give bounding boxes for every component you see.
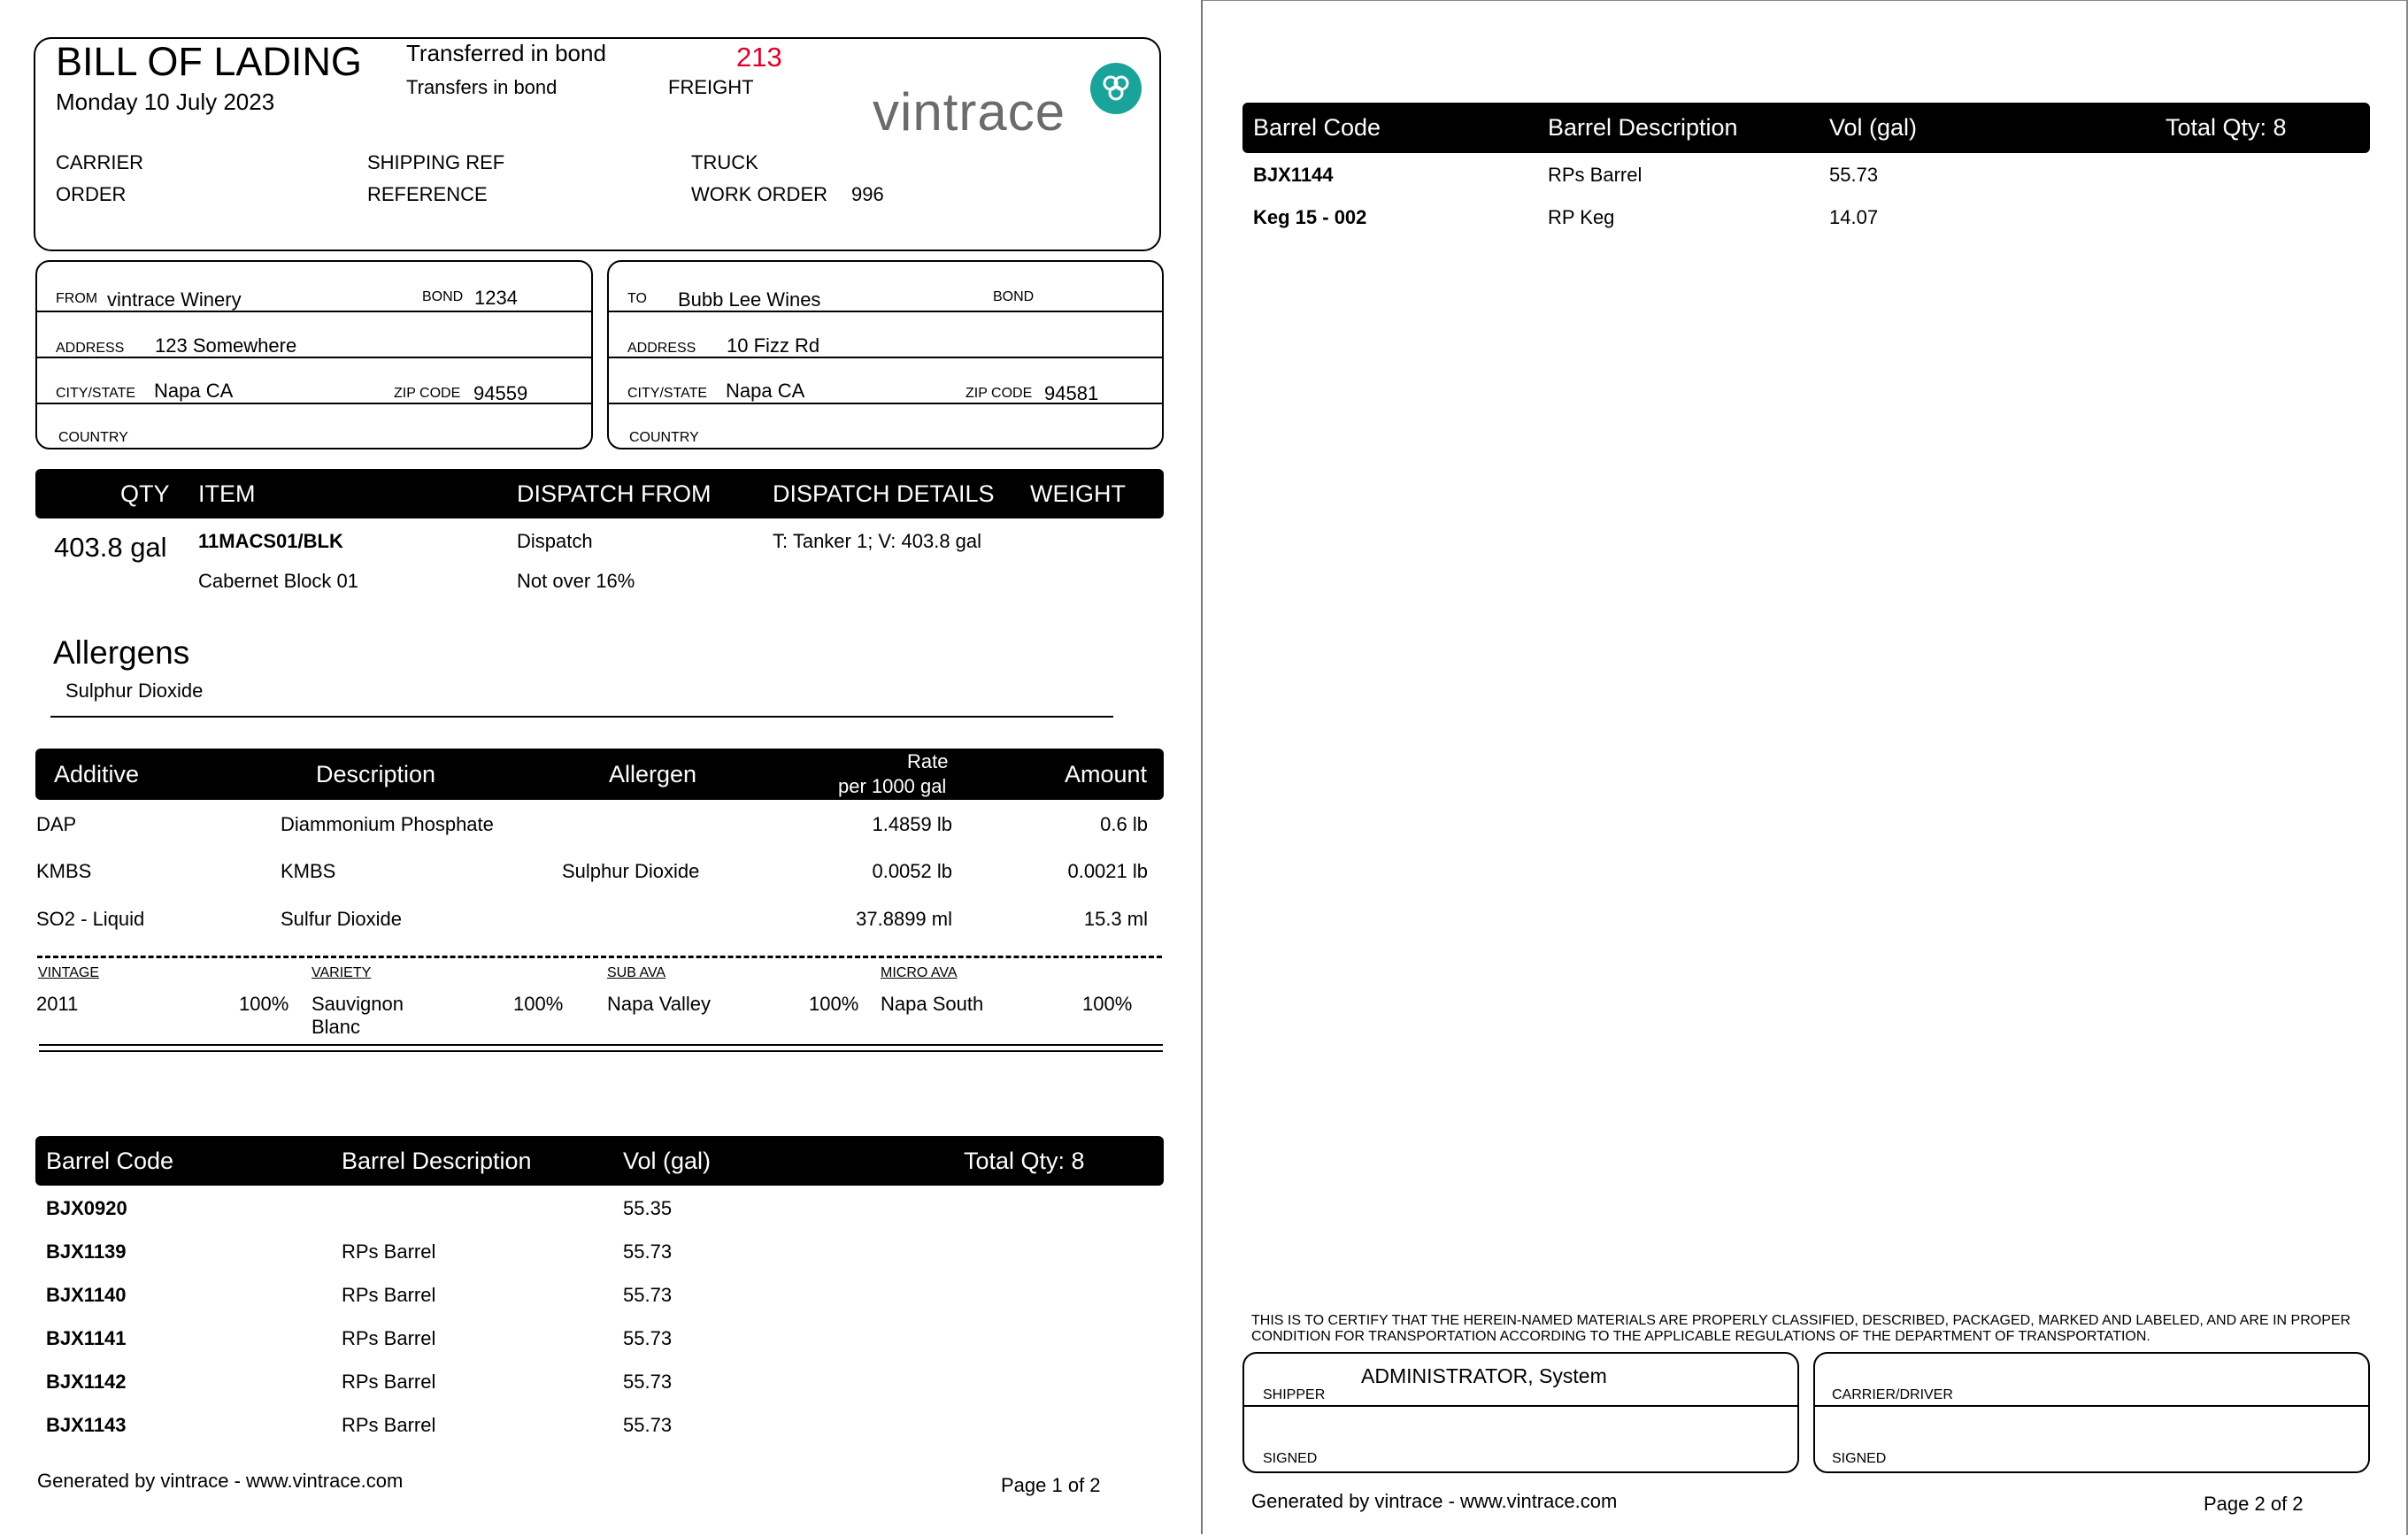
additive-name: DAP xyxy=(36,813,77,835)
item-code: 11MACS01/BLK xyxy=(198,530,343,552)
shipper-signed-label: SIGNED xyxy=(1263,1451,1318,1466)
composition-bottom-rule xyxy=(39,1044,1163,1052)
page-2 xyxy=(1203,0,2408,1535)
description-header: Description xyxy=(316,761,436,787)
barrel-description: RPs Barrel xyxy=(1548,164,1643,186)
work-order-label: WORK ORDER xyxy=(691,183,827,205)
barrel-description: RPs Barrel xyxy=(342,1240,436,1263)
weight-header: WEIGHT xyxy=(1030,480,1126,507)
barrel-description: RP Keg xyxy=(1548,206,1615,228)
barrel-vol: 55.35 xyxy=(623,1197,673,1219)
to-country-label: COUNTRY xyxy=(629,430,699,445)
carrier-label: CARRIER xyxy=(56,151,144,173)
from-divider xyxy=(35,357,593,358)
page-1-number: Page 1 of 2 xyxy=(1001,1474,1101,1496)
document-date: Monday 10 July 2023 xyxy=(56,88,275,115)
sub-ava-label: SUB AVA xyxy=(607,965,666,980)
additive-amount: 0.6 lb xyxy=(1100,813,1148,835)
additive-description: Diammonium Phosphate xyxy=(281,813,494,835)
barrel-code: Keg 15 - 002 xyxy=(1253,206,1367,228)
truck-label: TRUCK xyxy=(691,151,758,173)
carrier-driver-label: CARRIER/DRIVER xyxy=(1832,1387,1953,1402)
item-dispatch-details: T: Tanker 1; V: 403.8 gal xyxy=(773,530,982,552)
vintage-label: VINTAGE xyxy=(38,965,100,980)
barrel-vol-header: Vol (gal) xyxy=(623,1148,712,1174)
from-city: Napa CA xyxy=(154,380,234,402)
shipper-name: ADMINISTRATOR, System xyxy=(1361,1364,1607,1387)
additive-amount: 15.3 ml xyxy=(1083,908,1148,930)
additive-amount: 0.0021 lb xyxy=(1067,860,1148,882)
certification-text-line-2: CONDITION FOR TRANSPORTATION ACCORDING TO THE APPLICABLE REGULATIONS OF THE DEPARTMENT OF TRANSPORTATION. xyxy=(1251,1329,2150,1344)
variety-label: VARIETY xyxy=(312,965,372,980)
barrel-code: BJX1144 xyxy=(1253,164,1334,186)
additive-allergen: Sulphur Dioxide xyxy=(562,860,700,882)
to-name: Bubb Lee Wines xyxy=(678,288,821,311)
from-bond-label: BOND xyxy=(422,289,464,304)
to-address: 10 Fizz Rd xyxy=(727,334,820,357)
bond-substatus: Transfers in bond xyxy=(406,76,558,98)
item-name: Cabernet Block 01 xyxy=(198,570,358,592)
variety-percent: 100% xyxy=(513,993,564,1015)
vintrace-logo-icon xyxy=(1089,62,1142,115)
item-dispatch: Dispatch xyxy=(517,530,593,552)
composition-divider xyxy=(37,956,1162,958)
carrier-divider xyxy=(1813,1405,2370,1407)
item-header: ITEM xyxy=(198,480,256,507)
barrel-code: BJX1142 xyxy=(46,1371,127,1393)
barrel-vol: 14.07 xyxy=(1829,206,1879,228)
items-header xyxy=(35,469,1164,518)
shipper-divider xyxy=(1242,1405,1799,1407)
additive-header: Additive xyxy=(54,761,140,787)
reference-label: REFERENCE xyxy=(367,183,488,205)
additive-name: KMBS xyxy=(36,860,92,882)
to-zip-label: ZIP CODE xyxy=(966,386,1033,401)
from-name: vintrace Winery xyxy=(107,288,242,311)
certification-text-line-1: THIS IS TO CERTIFY THAT THE HEREIN-NAMED MATERIALS ARE PROPERLY CLASSIFIED, DESCRIBED, PACKAGED, MARKED AND LABELED, AND ARE IN PROPER xyxy=(1251,1313,2351,1328)
allergens-title: Allergens xyxy=(53,634,190,671)
from-bond-value: 1234 xyxy=(474,287,518,309)
to-bond-label: BOND xyxy=(993,289,1035,304)
vintage-value: 2011 xyxy=(36,993,79,1015)
from-label: FROM xyxy=(56,291,98,306)
to-address-label: ADDRESS xyxy=(627,341,696,356)
barrel-description: RPs Barrel xyxy=(342,1327,436,1349)
from-country-label: COUNTRY xyxy=(58,430,128,445)
freight-label: FREIGHT xyxy=(668,76,754,98)
amount-header: Amount xyxy=(1065,761,1148,787)
micro-ava-value: Napa South xyxy=(881,993,984,1015)
vintage-percent: 100% xyxy=(239,993,289,1015)
item-qty: 403.8 gal xyxy=(54,532,167,563)
barrel-vol: 55.73 xyxy=(1829,164,1879,186)
to-divider xyxy=(607,357,1164,358)
barrel-vol-header: Vol (gal) xyxy=(1829,114,1918,141)
additive-rate: 37.8899 ml xyxy=(856,908,952,930)
from-address: 123 Somewhere xyxy=(155,334,297,357)
document-number: 213 xyxy=(736,42,782,73)
carrier-signature-box xyxy=(1813,1352,2370,1473)
dispatch-from-header: DISPATCH FROM xyxy=(517,480,712,507)
shipper-label: SHIPPER xyxy=(1263,1387,1326,1402)
page-1-footer: Generated by vintrace - www.vintrace.com xyxy=(37,1470,404,1492)
from-city-label: CITY/STATE xyxy=(56,386,136,401)
barrel-code: BJX1139 xyxy=(46,1240,127,1263)
barrel-description: RPs Barrel xyxy=(342,1414,436,1436)
from-zip-label: ZIP CODE xyxy=(394,386,461,401)
barrel-vol: 55.73 xyxy=(623,1284,673,1306)
barrel-total-header: Total Qty: 8 xyxy=(2166,114,2287,141)
barrel-header xyxy=(1242,103,2370,153)
micro-ava-label: MICRO AVA xyxy=(881,965,958,980)
carrier-signed-label: SIGNED xyxy=(1832,1451,1887,1466)
barrel-code: BJX1141 xyxy=(46,1327,127,1349)
shipping-ref-label: SHIPPING REF xyxy=(367,151,505,173)
barrel-vol: 55.73 xyxy=(623,1371,673,1393)
additive-name: SO2 - Liquid xyxy=(36,908,145,930)
allergens-divider xyxy=(50,716,1113,718)
bond-status: Transferred in bond xyxy=(406,40,606,66)
additive-rate: 0.0052 lb xyxy=(872,860,952,882)
barrel-code: BJX1140 xyxy=(46,1284,127,1306)
work-order-value: 996 xyxy=(851,183,884,205)
order-label: ORDER xyxy=(56,183,127,205)
barrel-code: BJX0920 xyxy=(46,1197,127,1219)
item-dispatch-note: Not over 16% xyxy=(517,570,635,592)
rate-header: Rate xyxy=(907,750,949,772)
sub-ava-percent: 100% xyxy=(809,993,859,1015)
barrel-description: RPs Barrel xyxy=(342,1371,436,1393)
barrel-description: RPs Barrel xyxy=(342,1284,436,1306)
barrel-header xyxy=(35,1136,1164,1186)
additive-description: Sulfur Dioxide xyxy=(281,908,402,930)
from-zip: 94559 xyxy=(473,382,528,404)
document-title: BILL OF LADING xyxy=(56,39,362,84)
rate-unit-header: per 1000 gal xyxy=(838,775,947,797)
allergens-value: Sulphur Dioxide xyxy=(65,680,204,702)
barrel-code-header: Barrel Code xyxy=(1253,114,1381,141)
barrel-vol: 55.73 xyxy=(623,1240,673,1263)
additive-rate: 1.4859 lb xyxy=(872,813,952,835)
page-2-footer: Generated by vintrace - www.vintrace.com xyxy=(1251,1490,1618,1512)
barrel-code: BJX1143 xyxy=(46,1414,127,1436)
variety-value-cont: Blanc xyxy=(312,1016,361,1038)
sub-ava-value: Napa Valley xyxy=(607,993,711,1015)
from-address-label: ADDRESS xyxy=(56,341,125,356)
additives-header xyxy=(35,749,1164,800)
allergen-header: Allergen xyxy=(609,761,697,787)
vintrace-logo-text: vintrace xyxy=(873,82,1066,142)
to-city: Napa CA xyxy=(726,380,805,402)
dispatch-details-header: DISPATCH DETAILS xyxy=(773,480,995,507)
barrel-description-header: Barrel Description xyxy=(1548,114,1738,141)
variety-value: Sauvignon xyxy=(312,993,404,1015)
barrel-description-header: Barrel Description xyxy=(342,1148,532,1174)
page-2-number: Page 2 of 2 xyxy=(2204,1493,2304,1515)
barrel-code-header: Barrel Code xyxy=(46,1148,174,1174)
barrel-vol: 55.73 xyxy=(623,1327,673,1349)
additive-description: KMBS xyxy=(281,860,336,882)
page-1 xyxy=(0,0,1203,1534)
to-zip: 94581 xyxy=(1044,382,1099,404)
to-label: TO xyxy=(627,291,647,306)
micro-ava-percent: 100% xyxy=(1082,993,1133,1015)
barrel-vol: 55.73 xyxy=(623,1414,673,1436)
to-city-label: CITY/STATE xyxy=(627,386,708,401)
qty-header: QTY xyxy=(120,480,170,507)
barrel-total-header: Total Qty: 8 xyxy=(964,1148,1085,1174)
